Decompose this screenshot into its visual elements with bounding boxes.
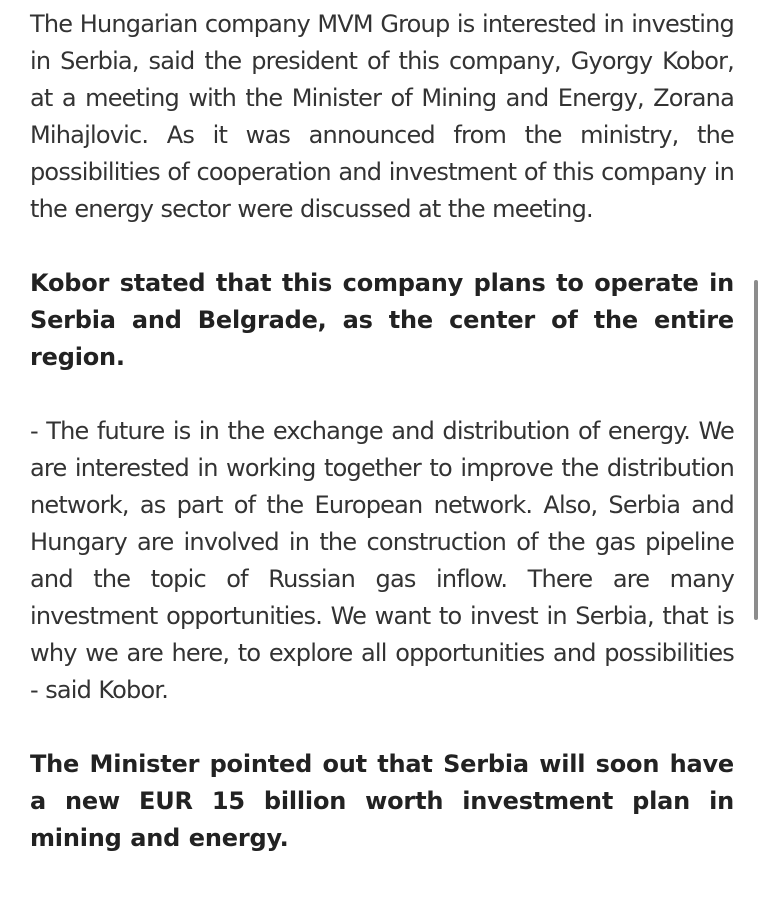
article-paragraph-quote: - The future is in the exchange and distribution of energy. We are interested in working together to improve the distribution network, as part of the European network. Also, Serbia and Hungary are involved in the construction of the gas pipeline and the topic of Russian gas inflow. There are many investment opportunities. We want to invest in Serbia, that is why we are here, to explore all opportunities and possibilities - said Kobor. (30, 417, 734, 704)
article-paragraph-highlight-kobor: Kobor stated that this company plans to operate in Serbia and Belgrade, as the center of the entire region. (30, 269, 734, 371)
article-body (30, 6, 734, 894)
article-paragraph-highlight-minister: The Minister pointed out that Serbia will soon have a new EUR 15 billion worth investment plan in mining and energy. (30, 750, 734, 852)
article-paragraph-intro: The Hungarian company MVM Group is interested in investing in Serbia, said the president of this company, Gyorgy Kobor, at a meeting with the Minister of Mining and Energy, Zorana Mihajlovic. As it was announced from the ministry, the possibilities of cooperation and investment of this company in the energy sector were discussed at the meeting. (30, 10, 734, 223)
scrollbar-thumb[interactable] (754, 280, 758, 620)
